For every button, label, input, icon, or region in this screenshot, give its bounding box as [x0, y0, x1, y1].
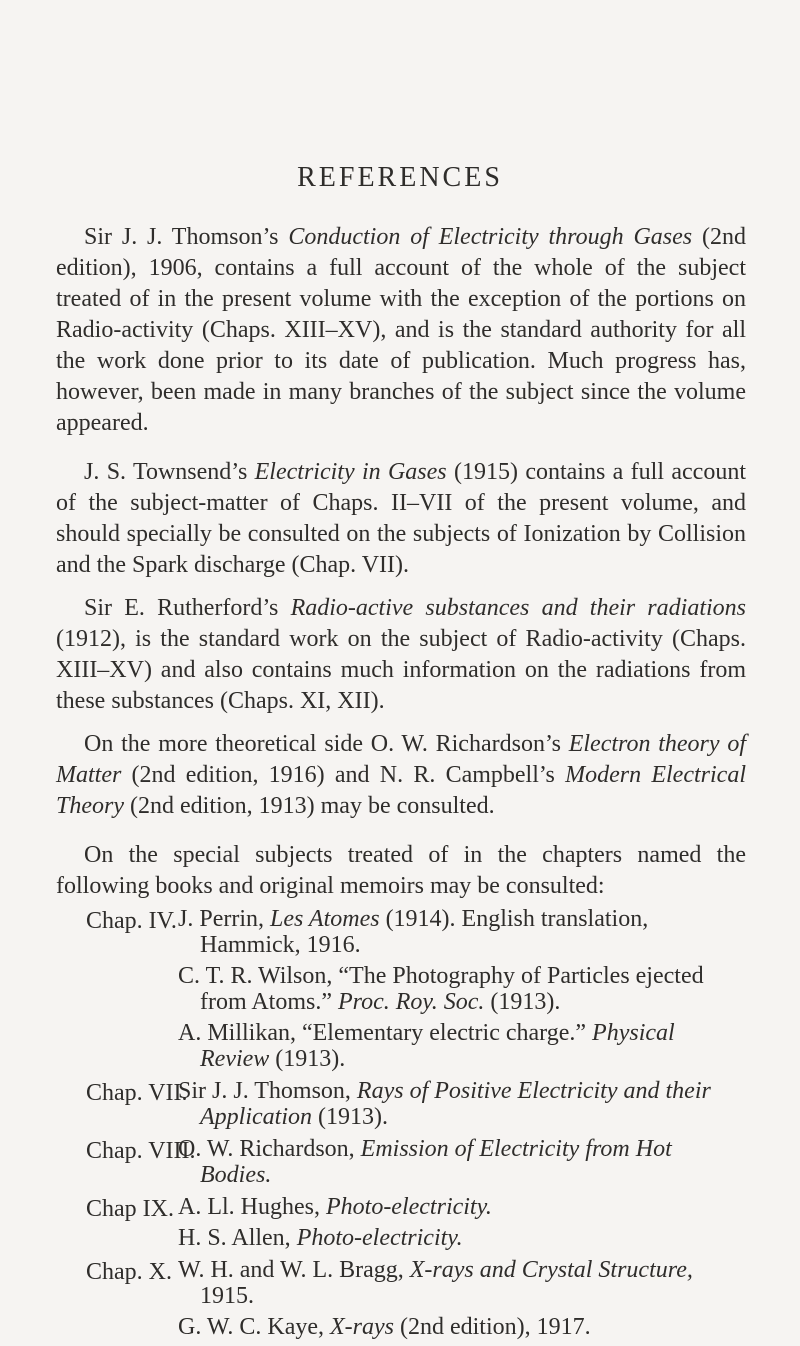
chapter-label: Chap. IV. [86, 908, 177, 934]
paragraph-thomson [56, 222, 746, 439]
chapter-row-vii [56, 1078, 746, 1136]
reference-text: W. H. and W. L. Bragg, [178, 1257, 410, 1283]
reference-item [178, 1020, 746, 1072]
book-title: Radio-active substances and their radiations [290, 595, 746, 621]
reference-item [178, 1257, 746, 1309]
paragraph-text: Sir J. J. Thomson’s [84, 224, 289, 250]
reference-title: Photo-electricity. [296, 1225, 463, 1251]
paragraph-text: On the more theoretical side O. W. Richardson’s [84, 731, 569, 757]
reference-title: X-rays and Crystal Structure, [409, 1257, 693, 1283]
reference-item [178, 906, 746, 958]
paragraph-text: Sir E. Rutherford’s [84, 595, 291, 621]
chapter-refs [178, 906, 746, 1078]
book-title: Modern Electrical Theory [56, 762, 746, 819]
page-title: REFERENCES [297, 162, 503, 193]
paragraph-text: J. S. Townsend’s [84, 459, 255, 485]
reference-item [178, 1078, 746, 1130]
chapter-row-viii [56, 1136, 746, 1194]
chapter-label: Chap. VII. [86, 1080, 188, 1106]
paragraph-townsend [56, 457, 746, 581]
reference-text: J. Perrin, [178, 906, 270, 932]
reference-text: (2nd edition), 1917. [393, 1314, 591, 1340]
paragraph-text: (2nd edition), 1906, contains a full account of the whole of the subject treated of in the present volume with the exception of the portions on Radio-activity (Chaps. XIII–XV), and is the standard authority for all the work done prior to its date of publication. Much progress has, however, been made in many branches of the subject since the volume appeared. [56, 224, 746, 436]
book-title: Conduction of Electricity through Gases [288, 224, 693, 250]
reference-title: Photo-electricity. [325, 1194, 492, 1220]
reference-title: Proc. Roy. Soc. [338, 989, 485, 1015]
chapter-references [56, 906, 746, 1346]
reference-text: G. W. C. Kaye, [178, 1314, 330, 1340]
chapter-refs [178, 1136, 746, 1194]
reference-text: A. Ll. Hughes, [178, 1194, 326, 1220]
reference-text: C. T. R. Wilson, “The Photography of Particles ejected from Atoms.” [178, 963, 704, 1015]
reference-title: Les Atomes [270, 906, 380, 932]
paragraph-text: (2nd edition, 1916) and N. R. Campbell’s [121, 762, 566, 788]
book-title: Electricity in Gases [254, 459, 447, 485]
paragraph-text: (1915) contains a full account of the subject-matter of Chaps. II–VII of the present volume, and should specially be consulted on the subjects of Ionization by Collision and the Spark discharge (Chap. VII). [56, 459, 746, 578]
paragraph-text: (1912), is the standard work on the subject of Radio-activity (Chaps. XIII–XV) and also contains much information on the radiations from these substances (Chaps. XI, XII). [56, 626, 746, 714]
chapter-refs [178, 1078, 746, 1136]
reference-item [178, 1194, 746, 1220]
book-title: Electron theory of Matter [56, 731, 746, 788]
chapter-row-ix [56, 1194, 746, 1257]
chapter-row-x [56, 1257, 746, 1346]
chapter-refs [178, 1257, 746, 1346]
reference-text: Sir J. J. Thomson, [178, 1078, 357, 1104]
reference-text: (1914). English translation, Hammick, 1916. [200, 906, 649, 958]
chapter-label: Chap. X. [86, 1259, 172, 1285]
reference-title: X-rays [330, 1314, 394, 1340]
reference-item [178, 963, 746, 1015]
reference-text: 1915. [200, 1283, 254, 1309]
chapter-label: Chap IX. [86, 1196, 174, 1222]
references-body [56, 222, 746, 1346]
paragraph-text: (2nd edition, 1913) may be consulted. [124, 793, 495, 819]
paragraph-intro: On the special subjects treated of in the chapters named the following books and original memoirs may be consulted: [56, 842, 746, 899]
reference-item [178, 1314, 746, 1340]
reference-text: (1913). [269, 1046, 346, 1072]
chapter-refs [178, 1194, 746, 1257]
reference-text: (1913). [484, 989, 561, 1015]
reference-text: H. S. Allen, [178, 1225, 297, 1251]
reference-text: (1913). [311, 1104, 388, 1130]
reference-title: Rays of Positive Electricity and their Application [200, 1078, 711, 1130]
reference-title: Physical Review [200, 1020, 675, 1072]
reference-item [178, 1225, 746, 1251]
reference-item [178, 1136, 746, 1188]
chapter-label: Chap. VIII. [86, 1138, 196, 1164]
reference-text: O. W. Richardson, [178, 1136, 361, 1162]
chapter-row-iv [56, 906, 746, 1078]
reference-text: A. Millikan, “Elementary electric charge.” [178, 1020, 593, 1046]
reference-title: Emission of Electricity from Hot Bodies. [200, 1136, 672, 1188]
paragraph-rutherford [56, 593, 746, 717]
paragraph-theoretical [56, 729, 746, 822]
